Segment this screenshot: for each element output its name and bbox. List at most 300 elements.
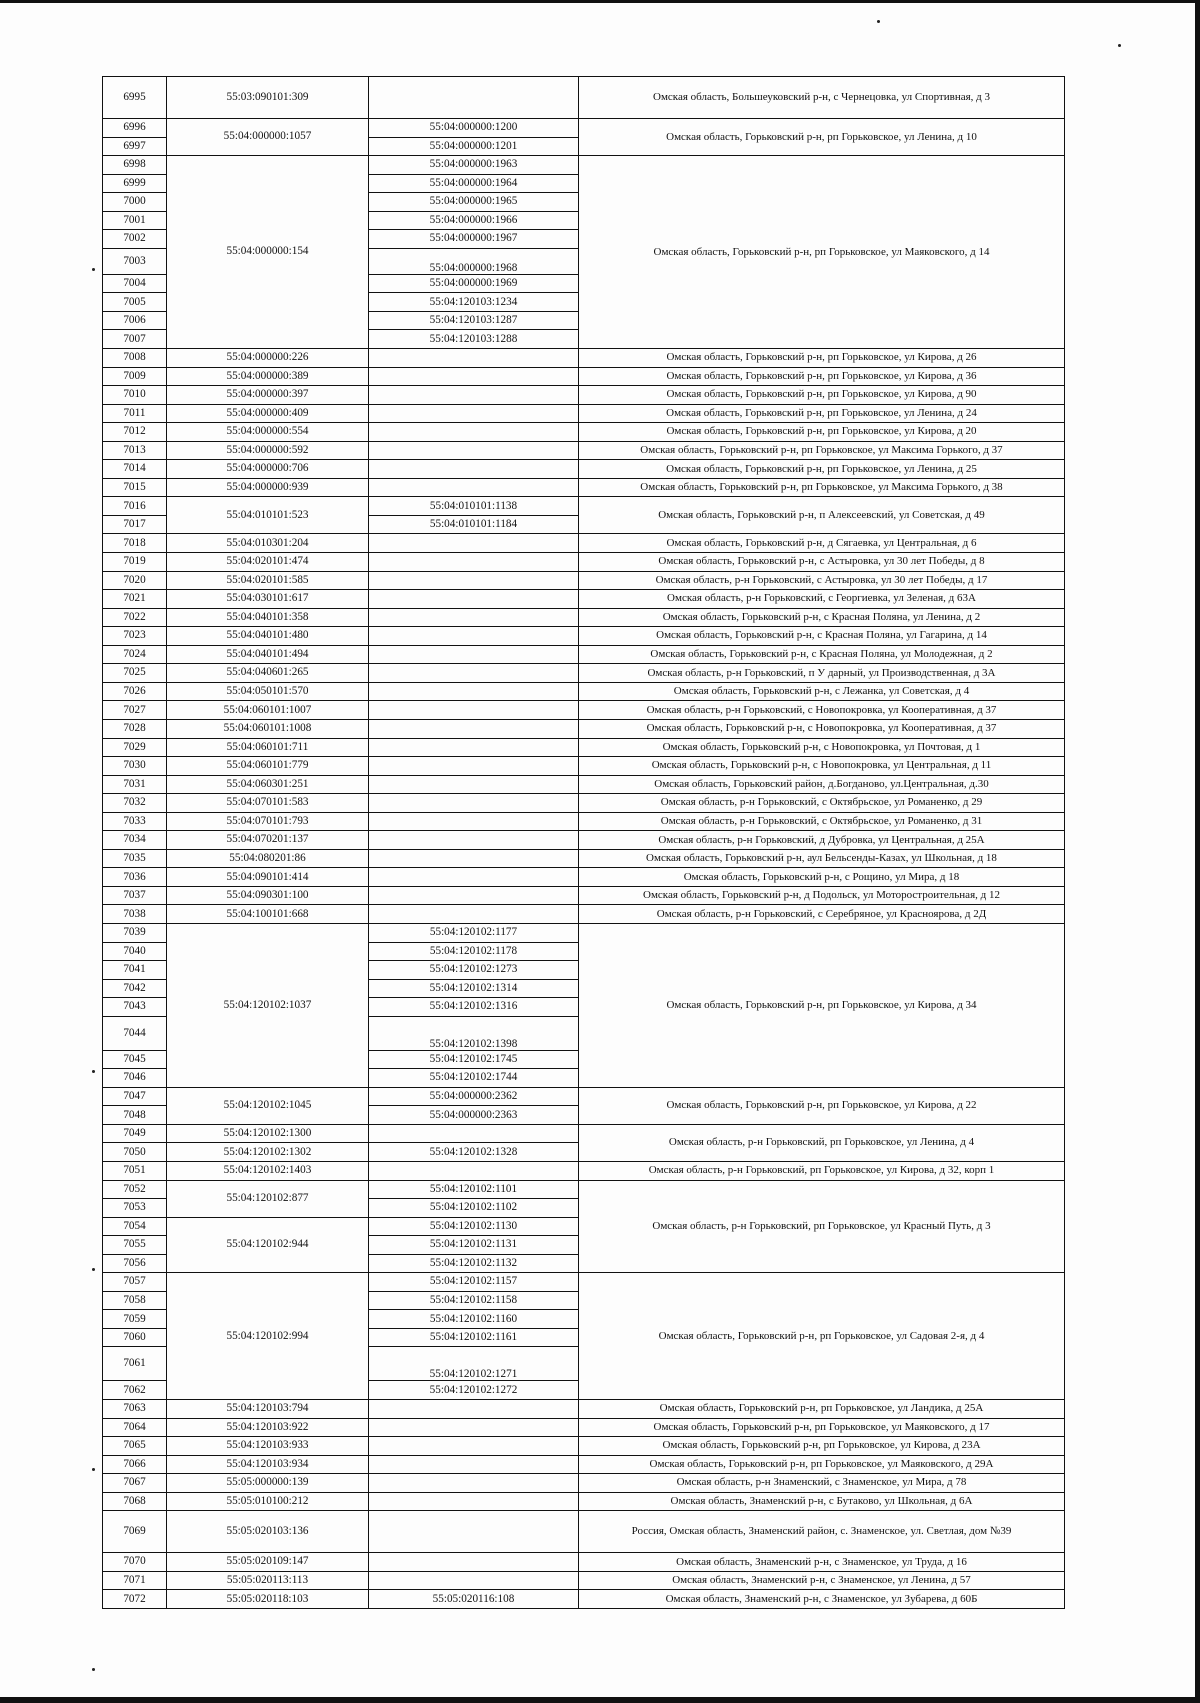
row-number-cell: 7059	[103, 1310, 167, 1329]
table-row	[103, 1124, 1065, 1143]
sub-object-number-cell: 55:04:010101:1184	[369, 515, 579, 534]
cadastral-number-cell: 55:04:000000:1057	[167, 119, 369, 156]
cadastral-number-cell: 55:04:120103:933	[167, 1437, 369, 1456]
sub-object-number-cell: 55:04:120102:1316	[369, 998, 579, 1017]
sub-object-number-cell: 55:04:120102:1177	[369, 923, 579, 942]
cadastral-number-cell: 55:04:000000:154	[167, 156, 369, 349]
table-row	[103, 77, 1065, 119]
row-number-cell: 7070	[103, 1553, 167, 1572]
address-cell: Омская область, Горьковский р-н, рп Горьковское, ул Маяковского, д 17	[579, 1418, 1065, 1437]
sub-object-number-cell	[369, 682, 579, 701]
cadastral-number-cell: 55:04:040101:358	[167, 608, 369, 627]
row-number-cell: 7046	[103, 1069, 167, 1088]
row-number-cell: 7035	[103, 849, 167, 868]
row-number-cell: 7006	[103, 311, 167, 330]
cadastral-number-cell: 55:04:000000:706	[167, 460, 369, 479]
sub-object-number-cell: 55:04:120103:1234	[369, 293, 579, 312]
sub-object-number-cell	[369, 701, 579, 720]
row-number-cell: 7037	[103, 886, 167, 905]
cadastral-number-cell: 55:05:010100:212	[167, 1492, 369, 1511]
sub-object-number-cell: 55:04:120103:1287	[369, 311, 579, 330]
row-number-cell: 7032	[103, 794, 167, 813]
row-number-cell: 7052	[103, 1180, 167, 1199]
cadastral-number-cell: 55:04:070101:583	[167, 794, 369, 813]
address-cell: Омская область, Горьковский р-н, рп Горьковское, ул Кирова, д 23А	[579, 1437, 1065, 1456]
row-number-cell: 7002	[103, 230, 167, 249]
address-cell: Омская область, р-н Горьковский, с Серебряное, ул Красноярова, д 2Д	[579, 905, 1065, 924]
sub-object-number-cell	[369, 1553, 579, 1572]
row-number-cell: 7066	[103, 1455, 167, 1474]
address-cell: Омская область, р-н Горьковский, рп Горьковское, ул Красный Путь, д 3	[579, 1180, 1065, 1273]
cadastral-number-cell: 55:04:040101:494	[167, 645, 369, 664]
cadastral-number-cell: 55:04:020101:585	[167, 571, 369, 590]
cadastral-number-cell: 55:04:030101:617	[167, 590, 369, 609]
row-number-cell: 7013	[103, 441, 167, 460]
scan-speck	[877, 20, 880, 23]
table-row	[103, 571, 1065, 590]
row-number-cell: 7031	[103, 775, 167, 794]
cadastral-number-cell: 55:04:060301:251	[167, 775, 369, 794]
table-row	[103, 608, 1065, 627]
cadastral-number-cell: 55:04:000000:592	[167, 441, 369, 460]
sub-object-number-cell: 55:04:120102:1131	[369, 1236, 579, 1255]
sub-object-number-cell: 55:04:120102:1130	[369, 1217, 579, 1236]
address-cell: Омская область, р-н Горьковский, с Октябрьское, ул Романенко, д 31	[579, 812, 1065, 831]
sub-object-number-cell	[369, 77, 579, 119]
cadastral-number-cell: 55:04:120102:944	[167, 1217, 369, 1273]
sub-object-number-cell: 55:04:120102:1161	[369, 1328, 579, 1347]
sub-object-number-cell: 55:04:120102:1398	[369, 1016, 579, 1050]
address-cell: Омская область, р-н Горьковский, д Дубровка, ул Центральная, д 25А	[579, 831, 1065, 850]
row-number-cell: 7026	[103, 682, 167, 701]
cadastral-number-cell: 55:04:000000:409	[167, 404, 369, 423]
row-number-cell: 7040	[103, 942, 167, 961]
table-row	[103, 738, 1065, 757]
address-cell: Омская область, Горьковский р-н, с Новопокровка, ул Кооперативная, д 37	[579, 719, 1065, 738]
table-row	[103, 423, 1065, 442]
row-number-cell: 6997	[103, 137, 167, 156]
table-row	[103, 1273, 1065, 1292]
scan-speck	[92, 1070, 95, 1073]
address-cell: Омская область, Горьковский р-н, аул Бельсенды-Казах, ул Школьная, д 18	[579, 849, 1065, 868]
sub-object-number-cell	[369, 831, 579, 850]
row-number-cell: 7064	[103, 1418, 167, 1437]
cadastral-number-cell: 55:04:120102:1300	[167, 1124, 369, 1143]
sub-object-number-cell	[369, 608, 579, 627]
sub-object-number-cell: 55:04:120102:1328	[369, 1143, 579, 1162]
sub-object-number-cell: 55:04:120102:1101	[369, 1180, 579, 1199]
address-cell: Омская область, Горьковский р-н, рп Горьковское, ул Маяковского, д 14	[579, 156, 1065, 349]
sub-object-number-cell	[369, 1124, 579, 1143]
row-number-cell: 7003	[103, 248, 167, 274]
cadastral-number-cell: 55:05:020109:147	[167, 1553, 369, 1572]
address-cell: Омская область, Знаменский р-н, с Бутаково, ул Школьная, д 6А	[579, 1492, 1065, 1511]
address-cell: Омская область, Горьковский р-н, рп Горьковское, ул Кирова, д 90	[579, 386, 1065, 405]
address-cell: Омская область, Горьковский р-н, рп Горьковское, ул Максима Горького, д 38	[579, 478, 1065, 497]
sub-object-number-cell	[369, 775, 579, 794]
sub-object-number-cell: 55:04:010101:1138	[369, 497, 579, 516]
sub-object-number-cell: 55:04:000000:1964	[369, 174, 579, 193]
sub-object-number-cell: 55:04:120102:1272	[369, 1381, 579, 1400]
row-number-cell: 7055	[103, 1236, 167, 1255]
table-row	[103, 1590, 1065, 1609]
cadastral-number-cell: 55:04:090101:414	[167, 868, 369, 887]
row-number-cell: 7054	[103, 1217, 167, 1236]
cadastral-registry-table	[102, 76, 1065, 1609]
registry-body	[103, 77, 1065, 1609]
table-row	[103, 119, 1065, 138]
table-row	[103, 905, 1065, 924]
cadastral-number-cell: 55:04:070101:793	[167, 812, 369, 831]
sub-object-number-cell	[369, 905, 579, 924]
sub-object-number-cell	[369, 719, 579, 738]
sub-object-number-cell	[369, 1492, 579, 1511]
row-number-cell: 7022	[103, 608, 167, 627]
table-row	[103, 590, 1065, 609]
table-row	[103, 886, 1065, 905]
cadastral-number-cell: 55:04:120102:994	[167, 1273, 369, 1400]
sub-object-number-cell	[369, 645, 579, 664]
sub-object-number-cell: 55:05:020116:108	[369, 1590, 579, 1609]
table-row	[103, 1437, 1065, 1456]
row-number-cell: 7025	[103, 664, 167, 683]
address-cell: Омская область, Большеуковский р-н, с Чернецовка, ул Спортивная, д 3	[579, 77, 1065, 119]
address-cell: Омская область, Горьковский р-н, рп Горьковское, ул Маяковского, д 29А	[579, 1455, 1065, 1474]
address-cell: Омская область, р-н Знаменский, с Знаменское, ул Мира, д 78	[579, 1474, 1065, 1493]
row-number-cell: 7050	[103, 1143, 167, 1162]
cadastral-number-cell: 55:04:070201:137	[167, 831, 369, 850]
cadastral-number-cell: 55:04:080201:86	[167, 849, 369, 868]
table-row	[103, 682, 1065, 701]
cadastral-number-cell: 55:04:050101:570	[167, 682, 369, 701]
sub-object-number-cell: 55:04:120102:1178	[369, 942, 579, 961]
row-number-cell: 7061	[103, 1347, 167, 1381]
address-cell: Омская область, Горьковский р-н, д Сягаевка, ул Центральная, д 6	[579, 534, 1065, 553]
row-number-cell: 7045	[103, 1050, 167, 1069]
cadastral-number-cell: 55:04:120103:934	[167, 1455, 369, 1474]
sub-object-number-cell: 55:04:000000:1967	[369, 230, 579, 249]
row-number-cell: 7056	[103, 1254, 167, 1273]
sub-object-number-cell	[369, 441, 579, 460]
row-number-cell: 7038	[103, 905, 167, 924]
cadastral-number-cell: 55:04:100101:668	[167, 905, 369, 924]
table-row	[103, 812, 1065, 831]
row-number-cell: 7029	[103, 738, 167, 757]
sub-object-number-cell	[369, 404, 579, 423]
row-number-cell: 7043	[103, 998, 167, 1017]
sub-object-number-cell	[369, 1161, 579, 1180]
row-number-cell: 7063	[103, 1400, 167, 1419]
table-row	[103, 1492, 1065, 1511]
row-number-cell: 7001	[103, 211, 167, 230]
sub-object-number-cell	[369, 349, 579, 368]
row-number-cell: 7034	[103, 831, 167, 850]
address-cell: Омская область, Горьковский р-н, с Новопокровка, ул Почтовая, д 1	[579, 738, 1065, 757]
sub-object-number-cell	[369, 849, 579, 868]
row-number-cell: 7012	[103, 423, 167, 442]
row-number-cell: 7062	[103, 1381, 167, 1400]
address-cell: Омская область, Горьковский р-н, п Алексеевский, ул Советская, д 49	[579, 497, 1065, 534]
cadastral-number-cell: 55:05:000000:139	[167, 1474, 369, 1493]
row-number-cell: 7049	[103, 1124, 167, 1143]
address-cell: Омская область, Горьковский р-н, рп Горьковское, ул Ландика, д 25А	[579, 1400, 1065, 1419]
cadastral-number-cell: 55:04:000000:389	[167, 367, 369, 386]
address-cell: Россия, Омская область, Знаменский район, с. Знаменское, ул. Светлая, дом №39	[579, 1511, 1065, 1553]
row-number-cell: 7000	[103, 193, 167, 212]
sub-object-number-cell	[369, 1418, 579, 1437]
table-row	[103, 757, 1065, 776]
address-cell: Омская область, Горьковский р-н, с Лежанка, ул Советская, д 4	[579, 682, 1065, 701]
row-number-cell: 7058	[103, 1291, 167, 1310]
row-number-cell: 7021	[103, 590, 167, 609]
address-cell: Омская область, Горьковский р-н, рп Горьковское, ул Ленина, д 24	[579, 404, 1065, 423]
row-number-cell: 7048	[103, 1106, 167, 1125]
cadastral-number-cell: 55:04:010101:523	[167, 497, 369, 534]
sub-object-number-cell: 55:04:000000:1968	[369, 248, 579, 274]
row-number-cell: 7057	[103, 1273, 167, 1292]
cadastral-number-cell: 55:04:060101:779	[167, 757, 369, 776]
table-row	[103, 1455, 1065, 1474]
table-row	[103, 404, 1065, 423]
row-number-cell: 7011	[103, 404, 167, 423]
sub-object-number-cell	[369, 367, 579, 386]
sub-object-number-cell	[369, 423, 579, 442]
cadastral-number-cell: 55:04:120102:1037	[167, 923, 369, 1087]
address-cell: Омская область, Горьковский р-н, с Красная Поляна, ул Гагарина, д 14	[579, 627, 1065, 646]
cadastral-number-cell: 55:04:040101:480	[167, 627, 369, 646]
address-cell: Омская область, р-н Горьковский, с Астыровка, ул 30 лет Победы, д 17	[579, 571, 1065, 590]
scan-speck	[92, 1268, 95, 1271]
sub-object-number-cell: 55:04:000000:1200	[369, 119, 579, 138]
row-number-cell: 7009	[103, 367, 167, 386]
table-row	[103, 775, 1065, 794]
sub-object-number-cell: 55:04:000000:1966	[369, 211, 579, 230]
row-number-cell: 7015	[103, 478, 167, 497]
row-number-cell: 7053	[103, 1199, 167, 1218]
table-row	[103, 534, 1065, 553]
address-cell: Омская область, р-н Горьковский, с Новопокровка, ул Кооперативная, д 37	[579, 701, 1065, 720]
table-row	[103, 1511, 1065, 1553]
sub-object-number-cell: 55:04:120102:1102	[369, 1199, 579, 1218]
row-number-cell: 7060	[103, 1328, 167, 1347]
row-number-cell: 7019	[103, 553, 167, 572]
table-row	[103, 1474, 1065, 1493]
address-cell: Омская область, р-н Горьковский, рп Горьковское, ул Ленина, д 4	[579, 1124, 1065, 1161]
table-row	[103, 156, 1065, 175]
sub-object-number-cell: 55:04:000000:1201	[369, 137, 579, 156]
row-number-cell: 7008	[103, 349, 167, 368]
row-number-cell: 6995	[103, 77, 167, 119]
row-number-cell: 7044	[103, 1016, 167, 1050]
address-cell: Омская область, Горьковский р-н, с Новопокровка, ул Центральная, д 11	[579, 757, 1065, 776]
scan-speck	[92, 1668, 95, 1671]
cadastral-number-cell: 55:05:020118:103	[167, 1590, 369, 1609]
table-row	[103, 923, 1065, 942]
row-number-cell: 7024	[103, 645, 167, 664]
table-row	[103, 664, 1065, 683]
row-number-cell: 6996	[103, 119, 167, 138]
address-cell: Омская область, р-н Горьковский, с Георгиевка, ул Зеленая, д 63А	[579, 590, 1065, 609]
table-row	[103, 1553, 1065, 1572]
table-row	[103, 497, 1065, 516]
sub-object-number-cell	[369, 1455, 579, 1474]
sub-object-number-cell	[369, 886, 579, 905]
row-number-cell: 7027	[103, 701, 167, 720]
cadastral-number-cell: 55:05:020103:136	[167, 1511, 369, 1553]
row-number-cell: 7071	[103, 1571, 167, 1590]
sub-object-number-cell	[369, 1400, 579, 1419]
sub-object-number-cell: 55:04:120102:1271	[369, 1347, 579, 1381]
sub-object-number-cell: 55:04:000000:1965	[369, 193, 579, 212]
sub-object-number-cell	[369, 1474, 579, 1493]
sub-object-number-cell	[369, 627, 579, 646]
row-number-cell: 7039	[103, 923, 167, 942]
cadastral-number-cell: 55:04:020101:474	[167, 553, 369, 572]
sub-object-number-cell: 55:04:120102:1160	[369, 1310, 579, 1329]
sub-object-number-cell: 55:04:120103:1288	[369, 330, 579, 349]
table-row	[103, 794, 1065, 813]
sub-object-number-cell: 55:04:120102:1157	[369, 1273, 579, 1292]
row-number-cell: 7033	[103, 812, 167, 831]
row-number-cell: 7065	[103, 1437, 167, 1456]
row-number-cell: 7067	[103, 1474, 167, 1493]
table-row	[103, 1571, 1065, 1590]
address-cell: Омская область, Горьковский р-н, с Рощино, ул Мира, д 18	[579, 868, 1065, 887]
address-cell: Омская область, Горьковский р-н, рп Горьковское, ул Кирова, д 34	[579, 923, 1065, 1087]
sub-object-number-cell: 55:04:120102:1745	[369, 1050, 579, 1069]
cadastral-number-cell: 55:04:000000:397	[167, 386, 369, 405]
scan-speck	[1118, 44, 1121, 47]
table-row	[103, 386, 1065, 405]
sub-object-number-cell	[369, 812, 579, 831]
table-row	[103, 367, 1065, 386]
cadastral-number-cell: 55:05:020113:113	[167, 1571, 369, 1590]
table-row	[103, 478, 1065, 497]
table-row	[103, 441, 1065, 460]
cadastral-number-cell: 55:04:040601:265	[167, 664, 369, 683]
row-number-cell: 7016	[103, 497, 167, 516]
row-number-cell: 7047	[103, 1087, 167, 1106]
row-number-cell: 7036	[103, 868, 167, 887]
row-number-cell: 7018	[103, 534, 167, 553]
address-cell: Омская область, Горьковский р-н, рп Горьковское, ул Кирова, д 36	[579, 367, 1065, 386]
address-cell: Омская область, Горьковский р-н, рп Горьковское, ул Ленина, д 10	[579, 119, 1065, 156]
table-row	[103, 719, 1065, 738]
address-cell: Омская область, Горьковский р-н, рп Горьковское, ул Ленина, д 25	[579, 460, 1065, 479]
table-row	[103, 868, 1065, 887]
table-row	[103, 349, 1065, 368]
row-number-cell: 6999	[103, 174, 167, 193]
row-number-cell: 7051	[103, 1161, 167, 1180]
sub-object-number-cell	[369, 460, 579, 479]
cadastral-number-cell: 55:04:090301:100	[167, 886, 369, 905]
table-row	[103, 1087, 1065, 1106]
row-number-cell: 7030	[103, 757, 167, 776]
row-number-cell: 7072	[103, 1590, 167, 1609]
sub-object-number-cell	[369, 478, 579, 497]
cadastral-number-cell: 55:04:060101:1007	[167, 701, 369, 720]
sub-object-number-cell	[369, 1571, 579, 1590]
sub-object-number-cell	[369, 590, 579, 609]
cadastral-number-cell: 55:04:000000:554	[167, 423, 369, 442]
sub-object-number-cell: 55:04:120102:1158	[369, 1291, 579, 1310]
sub-object-number-cell: 55:04:120102:1132	[369, 1254, 579, 1273]
table-row	[103, 831, 1065, 850]
sub-object-number-cell	[369, 868, 579, 887]
address-cell: Омская область, Горьковский район, д.Богданово, ул.Центральная, д.30	[579, 775, 1065, 794]
address-cell: Омская область, Горьковский р-н, рп Горьковское, ул Кирова, д 22	[579, 1087, 1065, 1124]
row-number-cell: 7010	[103, 386, 167, 405]
address-cell: Омская область, р-н Горьковский, п У дарный, ул Производственная, д 3А	[579, 664, 1065, 683]
sub-object-number-cell: 55:04:120102:1314	[369, 979, 579, 998]
cadastral-number-cell: 55:04:010301:204	[167, 534, 369, 553]
address-cell: Омская область, р-н Горьковский, рп Горьковское, ул Кирова, д 32, корп 1	[579, 1161, 1065, 1180]
table-row	[103, 645, 1065, 664]
row-number-cell: 7005	[103, 293, 167, 312]
cadastral-number-cell: 55:04:060101:1008	[167, 719, 369, 738]
address-cell: Омская область, Горьковский р-н, с Красная Поляна, ул Молодежная, д 2	[579, 645, 1065, 664]
address-cell: Омская область, Знаменский р-н, с Знаменское, ул Ленина, д 57	[579, 1571, 1065, 1590]
sub-object-number-cell	[369, 664, 579, 683]
sub-object-number-cell: 55:04:000000:2362	[369, 1087, 579, 1106]
cadastral-number-cell: 55:04:120102:1045	[167, 1087, 369, 1124]
sub-object-number-cell	[369, 553, 579, 572]
table-row	[103, 460, 1065, 479]
sub-object-number-cell	[369, 534, 579, 553]
address-cell: Омская область, Горьковский р-н, рп Горьковское, ул Максима Горького, д 37	[579, 441, 1065, 460]
row-number-cell: 7069	[103, 1511, 167, 1553]
sub-object-number-cell: 55:04:000000:1963	[369, 156, 579, 175]
sub-object-number-cell: 55:04:120102:1273	[369, 961, 579, 980]
address-cell: Омская область, Горьковский р-н, с Астыровка, ул 30 лет Победы, д 8	[579, 553, 1065, 572]
cadastral-number-cell: 55:04:120103:794	[167, 1400, 369, 1419]
scan-border-right	[1195, 0, 1200, 1703]
table-row	[103, 1400, 1065, 1419]
address-cell: Омская область, Горьковский р-н, рп Горьковское, ул Садовая 2-я, д 4	[579, 1273, 1065, 1400]
cadastral-number-cell: 55:04:120102:1302	[167, 1143, 369, 1162]
address-cell: Омская область, Горьковский р-н, рп Горьковское, ул Кирова, д 26	[579, 349, 1065, 368]
sub-object-number-cell	[369, 571, 579, 590]
address-cell: Омская область, Знаменский р-н, с Знаменское, ул Труда, д 16	[579, 1553, 1065, 1572]
scan-border-bottom	[0, 1697, 1200, 1703]
row-number-cell: 7007	[103, 330, 167, 349]
cadastral-number-cell: 55:04:000000:939	[167, 478, 369, 497]
address-cell: Омская область, Горьковский р-н, рп Горьковское, ул Кирова, д 20	[579, 423, 1065, 442]
sub-object-number-cell	[369, 738, 579, 757]
cadastral-number-cell: 55:04:120102:877	[167, 1180, 369, 1217]
row-number-cell: 7023	[103, 627, 167, 646]
sub-object-number-cell: 55:04:000000:2363	[369, 1106, 579, 1125]
cadastral-number-cell: 55:03:090101:309	[167, 77, 369, 119]
address-cell: Омская область, Знаменский р-н, с Знаменское, ул Зубарева, д 60Б	[579, 1590, 1065, 1609]
cadastral-number-cell: 55:04:060101:711	[167, 738, 369, 757]
sub-object-number-cell	[369, 794, 579, 813]
scan-speck	[92, 268, 95, 271]
table-row	[103, 553, 1065, 572]
row-number-cell: 7042	[103, 979, 167, 998]
cadastral-number-cell: 55:04:000000:226	[167, 349, 369, 368]
row-number-cell: 7028	[103, 719, 167, 738]
cadastral-number-cell: 55:04:120103:922	[167, 1418, 369, 1437]
address-cell: Омская область, Горьковский р-н, д Подольск, ул Моторостроительная, д 12	[579, 886, 1065, 905]
scan-border-top	[0, 0, 1200, 3]
table-row	[103, 627, 1065, 646]
sub-object-number-cell: 55:04:120102:1744	[369, 1069, 579, 1088]
sub-object-number-cell: 55:04:000000:1969	[369, 274, 579, 293]
cadastral-number-cell: 55:04:120102:1403	[167, 1161, 369, 1180]
address-cell: Омская область, Горьковский р-н, с Красная Поляна, ул Ленина, д 2	[579, 608, 1065, 627]
row-number-cell: 7020	[103, 571, 167, 590]
